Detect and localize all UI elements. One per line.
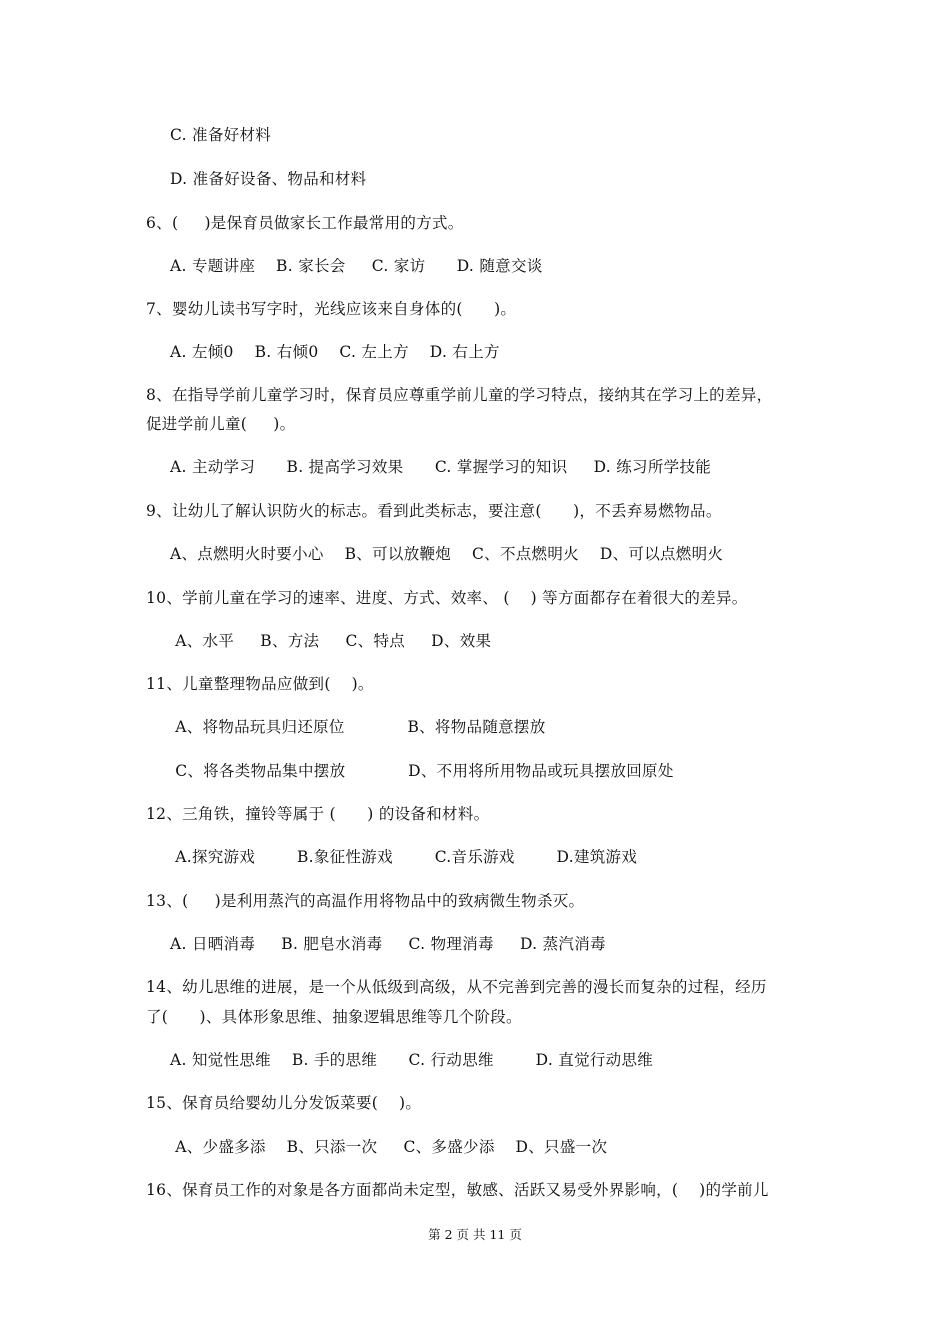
- answer-options: A、水平 B、方法 C、特点 D、效果: [170, 632, 492, 650]
- answer-options: C. 准备好材料: [170, 126, 272, 144]
- answer-options: A、点燃明火时要小心 B、可以放鞭炮 C、不点燃明火 D、可以点燃明火: [170, 545, 724, 563]
- question-text: 11、儿童整理物品应做到( )。: [146, 675, 374, 693]
- question-text: 13、( )是利用蒸汽的高温作用将物品中的致病微生物杀灭。: [146, 892, 585, 910]
- question-text: 了( )、具体形象思维、抽象逻辑思维等几个阶段。: [146, 1008, 522, 1026]
- question-text: 8、在指导学前儿童学习时，保育员应尊重学前儿童的学习特点，接纳其在学习上的差异，: [146, 386, 773, 404]
- question-text: 7、婴幼儿读书写字时，光线应该来自身体的( )。: [146, 300, 517, 318]
- question-text: 6、( )是保育员做家长工作最常用的方式。: [146, 214, 464, 232]
- answer-options: A. 左倾0 B. 右倾0 C. 左上方 D. 右上方: [170, 343, 500, 361]
- answer-options: A、将物品玩具归还原位 B、将物品随意摆放: [170, 718, 546, 736]
- page-footer: 第 2 页 共 11 页: [428, 1227, 522, 1242]
- question-text: 14、幼儿思维的进展，是一个从低级到高级，从不完善到完善的漫长而复杂的过程，经历: [146, 978, 767, 996]
- answer-options: A. 知觉性思维 B. 手的思维 C. 行动思维 D. 直觉行动思维: [170, 1051, 654, 1069]
- question-text: 10、学前儿童在学习的速率、进度、方式、效率、 ( ) 等方面都存在着很大的差异。: [146, 589, 748, 607]
- question-text: 16、保育员工作的对象是各方面都尚未定型，敏感、活跃又易受外界影响，( )的学前儿: [146, 1181, 769, 1199]
- question-text: 15、保育员给婴幼儿分发饭菜要( )。: [146, 1094, 422, 1112]
- answer-options: A. 专题讲座 B. 家长会 C. 家访 D. 随意交谈: [170, 257, 543, 275]
- answer-options: D. 准备好设备、物品和材料: [170, 170, 367, 188]
- answer-options: A. 主动学习 B. 提高学习效果 C. 掌握学习的知识 D. 练习所学技能: [170, 458, 712, 476]
- answer-options: A.探究游戏 B.象征性游戏 C.音乐游戏 D.建筑游戏: [170, 848, 638, 866]
- question-text: 促进学前儿童( )。: [146, 415, 296, 433]
- answer-options: C、将各类物品集中摆放 D、不用将所用物品或玩具摆放回原处: [170, 762, 674, 780]
- answer-options: A. 日晒消毒 B. 肥皂水消毒 C. 物理消毒 D. 蒸汽消毒: [170, 935, 606, 953]
- question-text: 12、三角铁，撞铃等属于 ( ) 的设备和材料。: [146, 805, 490, 823]
- answer-options: A、少盛多添 B、只添一次 C、多盛少添 D、只盛一次: [170, 1138, 608, 1156]
- question-text: 9、让幼儿了解认识防火的标志。看到此类标志，要注意( )，不丢弃易燃物品。: [146, 502, 722, 520]
